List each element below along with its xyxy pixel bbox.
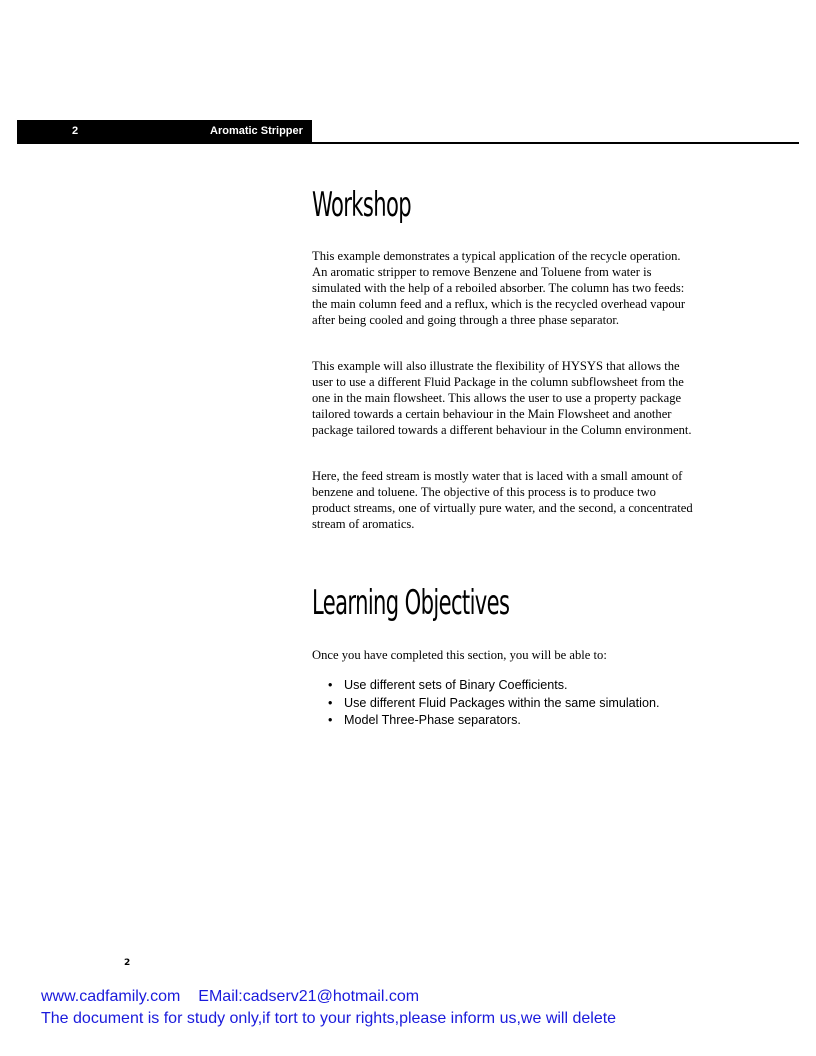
workshop-paragraph: Here, the feed stream is mostly water that is laced with a small amount of benzene and toluene. The objective of this process is to produce two product streams, one of virtually pure water, and the second, a concentrated stream of aromatics. [312,469,693,531]
bullet-icon: • [328,695,333,710]
learning-objectives-intro: Once you have completed this section, you will be able to: [312,648,607,662]
workshop-paragraph: This example will also illustrate the flexibility of HYSYS that allows the user to use a different Fluid Package in the column subflowsheet from the one in the main flowsheet. This allows the user to use a property package tailored towards a certain behaviour in the Main Flowsheet and another package tailored towards a different behaviour in the Column environment. [312,359,692,437]
list-item-text: Use different sets of Binary Coefficients. [344,678,568,692]
workshop-paragraph: This example demonstrates a typical application of the recycle operation. An aromatic stripper to remove Benzene and Toluene from water is simulated with the help of a reboiled absorber. The column has two feeds: the main column feed and a reflux, which is the recycled overhead vapour after being cooled and going through a three phase separator. [312,249,686,327]
learning-objectives-list [328,677,659,730]
list-item-text: Model Three-Phase separators. [344,713,521,727]
list-item [328,695,659,713]
bullet-icon: • [328,713,333,727]
watermark-website: www.cadfamily.com [41,988,181,1005]
header-rule [312,142,799,144]
watermark-contact-line [41,988,419,1006]
workshop-heading: Workshop [312,185,412,225]
footer-page-number: 2 [124,958,131,968]
list-item [328,712,659,730]
header-chapter-title: Aromatic Stripper [210,125,303,137]
watermark-email: EMail:cadserv21@hotmail.com [198,988,420,1005]
bullet-icon: • [328,678,333,692]
list-item-text: Use different Fluid Packages within the same simulation. [344,695,660,710]
list-item [328,677,659,695]
header-page-number: 2 [72,125,79,137]
learning-objectives-heading: Learning Objectives [312,583,510,623]
watermark-notice: The document is for study only,if tort to your rights,please inform us,we will delete [41,1010,617,1027]
